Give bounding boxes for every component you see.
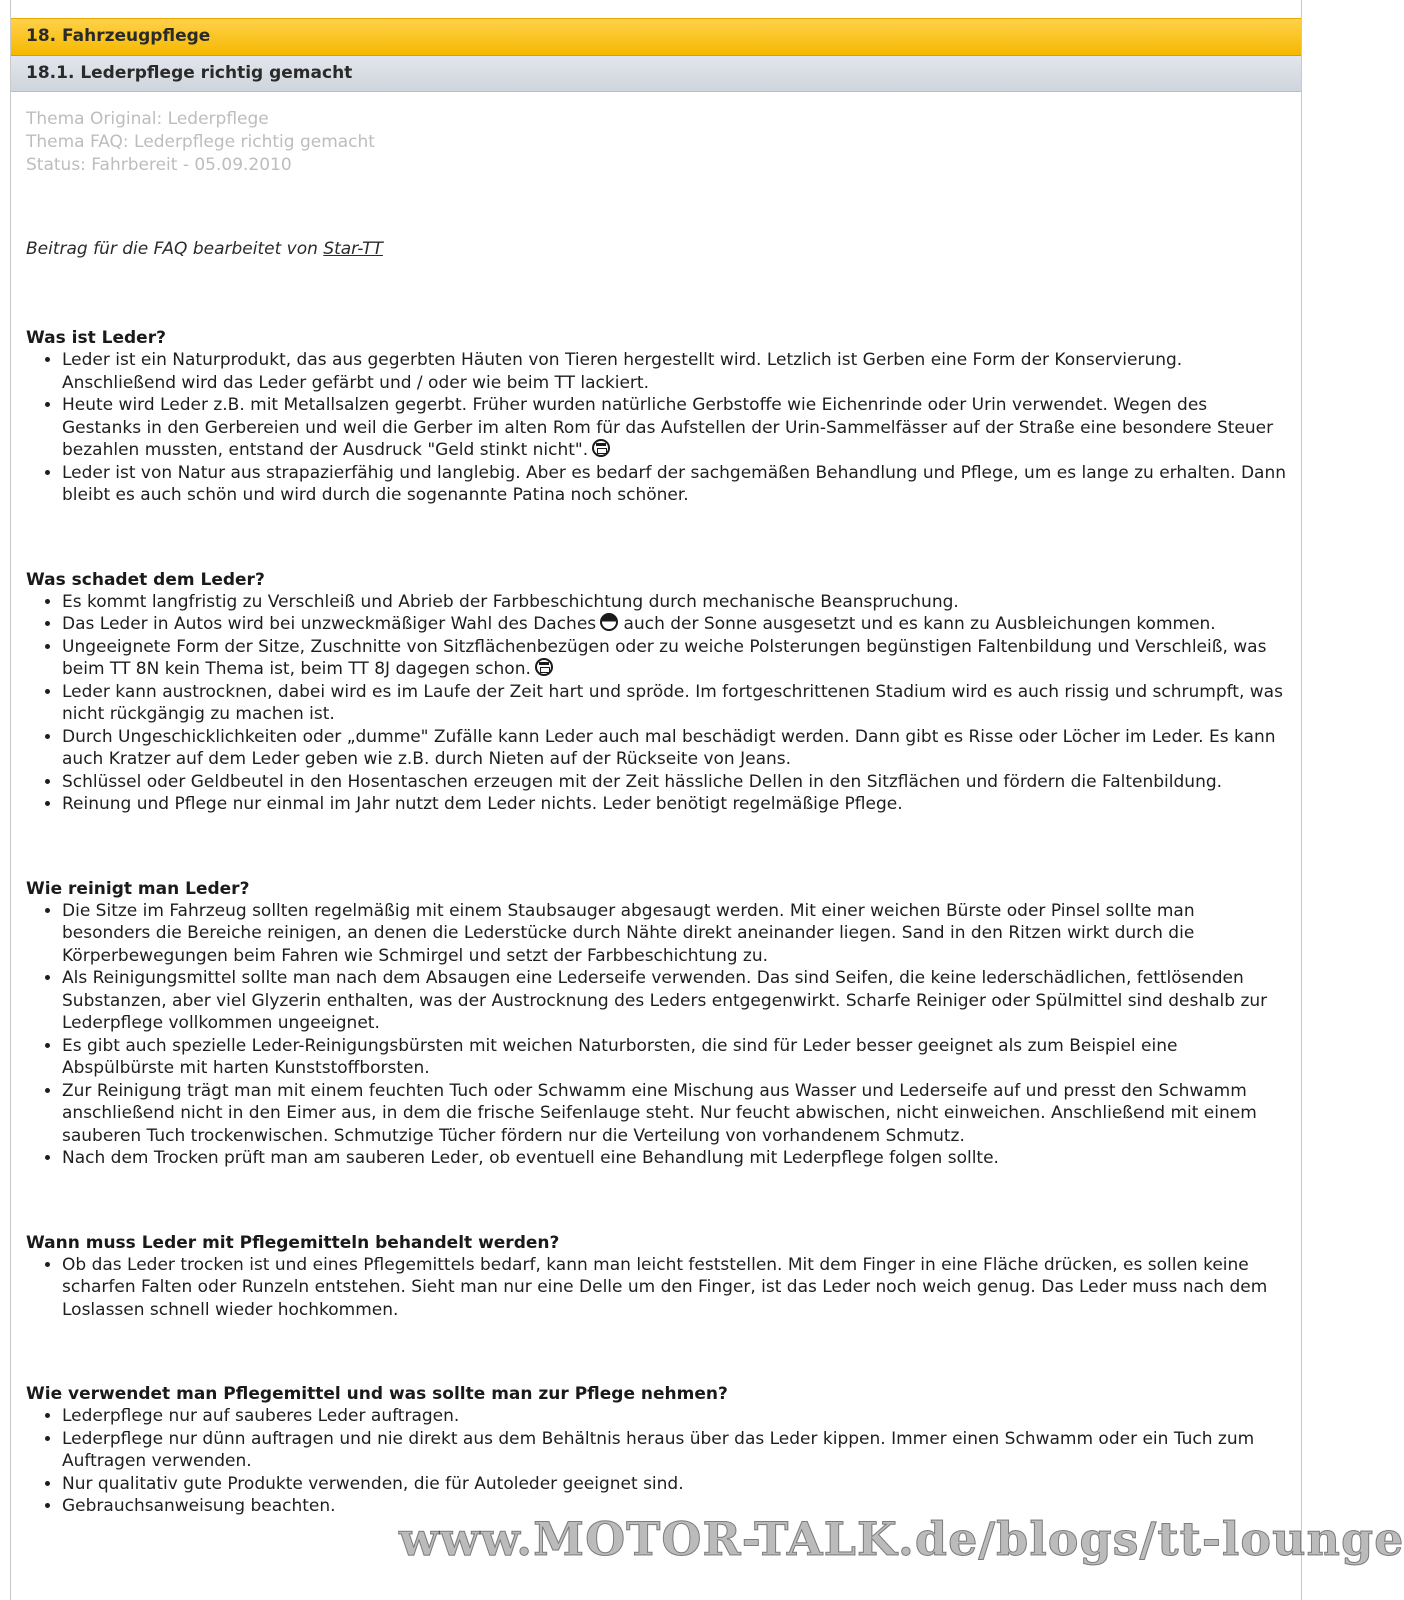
bullet-list: [26, 1405, 1287, 1518]
list-item-text: Lederpflege nur auf sauberes Leder auftragen.: [62, 1406, 460, 1426]
section-heading: Wie verwendet man Pflegemittel und was sollte man zur Pflege nehmen?: [26, 1384, 728, 1404]
list-item-text: Heute wird Leder z.B. mit Metallsalzen gegerbt. Früher wurden natürliche Gerbstoffe wie Eichenrinde oder Urin verwendet. Wegen des Gestanks in den Gerbereien und weil die Gerber im alten Rom für das Aufstellen der Urin-Sammelfässer auf der Straße eine besondere Steuer bezahlen mussten, entstand der Ausdruck "Geld stinkt nicht".: [62, 395, 1274, 460]
list-item: [62, 1147, 1287, 1170]
list-item-text: Gebrauchsanweisung beachten.: [62, 1496, 336, 1516]
faq-section: [26, 1383, 1287, 1518]
list-item-text: Zur Reinigung trägt man mit einem feuchten Tuch oder Schwamm eine Mischung aus Wasser und Lederseife auf und presst den Schwamm anschließend nicht in den Eimer aus, in dem die frische Seifenlauge steht. Nur feucht abwischen, nicht einweichen. Anschließend mit einem sauberen Tuch trockenwischen. Schmutzige Tücher fördern nur die Verteilung von vorhandenem Schmutz.: [62, 1080, 1257, 1146]
list-item-text: Das Leder in Autos wird bei unzweckmäßiger Wahl des Daches: [62, 614, 597, 634]
section-heading: Was schadet dem Leder?: [26, 569, 265, 590]
topic-meta: [26, 108, 1287, 177]
list-item-text: Es gibt auch spezielle Leder-Reinigungsbürsten mit weichen Naturborsten, die sind für Leder besser geeignet als zum Beispiel eine Abspülbürste mit harten Kunststoffborsten.: [62, 1035, 1178, 1078]
list-item: [62, 771, 1287, 794]
list-item: [62, 900, 1287, 968]
editor-line: [26, 239, 1287, 259]
list-item-text: Schlüssel oder Geldbeutel in den Hosentaschen erzeugen mit der Zeit hässliche Dellen in den Sitzflächen und fördern die Faltenbildung.: [62, 771, 1223, 792]
post-content: [11, 108, 1301, 1518]
list-item: [62, 636, 1287, 681]
faq-panel: [10, 0, 1404, 1600]
author-link[interactable]: Star-TT: [323, 239, 383, 259]
list-item: [62, 1080, 1287, 1148]
list-item: [62, 681, 1287, 726]
meta-status: Status: Fahrbereit - 05.09.2010: [26, 155, 292, 175]
list-item: [62, 462, 1287, 507]
list-item: [62, 613, 1287, 636]
watermark: www.MOTOR-TALK.de/blogs/tt-lounge: [399, 1512, 1404, 1566]
list-item: [62, 394, 1287, 462]
smiley-grin-icon: [535, 658, 553, 676]
bullet-list: [26, 349, 1287, 507]
list-item-text: Leder kann austrocknen, dabei wird es im Laufe der Zeit hart und spröde. Im fortgeschrittenen Stadium wird es auch rissig und schrumpft, was nicht rückgängig zu machen ist.: [62, 681, 1283, 724]
list-item-text: Durch Ungeschicklichkeiten oder „dumme" Zufälle kann Leder auch mal beschädigt werden. Dann gibt es Risse oder Löcher im Leder. Es kann auch Kratzer auf dem Leder geben wie z.B. durch Nieten auf der Rückseite von Jeans.: [62, 726, 1276, 769]
smiley-grin-icon: [592, 439, 610, 457]
section-heading: Wann muss Leder mit Pflegemitteln behandelt werden?: [26, 1232, 560, 1253]
list-item: [62, 1495, 1287, 1518]
faq-section: [26, 878, 1287, 1170]
list-item: [62, 591, 1287, 614]
list-item: [62, 1428, 1287, 1473]
list-item-text: auch der Sonne ausgesetzt und es kann zu Ausbleichungen kommen.: [618, 614, 1216, 634]
list-item-text: Ungeeignete Form der Sitze, Zuschnitte von Sitzflächenbezügen oder zu weiche Polsterungen begünstigen Faltenbildung und Verschleiß, was beim TT 8N kein Thema ist, beim TT 8J dagegen schon.: [62, 636, 1267, 679]
faq-section: [26, 1232, 1287, 1322]
list-item-text: Lederpflege nur dünn auftragen und nie direkt aus dem Behältnis heraus über das Leder kippen. Immer einen Schwamm oder ein Tuch zum Auftragen verwenden.: [62, 1428, 1255, 1471]
list-item: [62, 1405, 1287, 1428]
section-heading: Was ist Leder?: [26, 328, 166, 348]
list-item: [62, 967, 1287, 1035]
list-item: [62, 726, 1287, 771]
list-item: [62, 1035, 1287, 1080]
list-item: [62, 1473, 1287, 1496]
smiley-roll-icon: [600, 613, 618, 631]
faq-sections: [26, 327, 1287, 1518]
list-item-text: Als Reinigungsmittel sollte man nach dem Absaugen eine Lederseife verwenden. Das sind Seifen, die keine lederschädlichen, fettlösenden Substanzen, aber viel Glyzerin enthalten, was der Austrocknung des Leders entgegenwirkt. Scharfe Reiniger oder Spülmittel sind deshalb zur Lederpflege vollkommen ungeeignet.: [62, 968, 1268, 1033]
bullet-list: [26, 900, 1287, 1170]
list-item-text: Nur qualitativ gute Produkte verwenden, die für Autoleder geeignet sind.: [62, 1473, 684, 1494]
bullet-list: [26, 591, 1287, 816]
bullet-list: [26, 1254, 1287, 1322]
meta-original: Thema Original: Lederpflege: [26, 109, 269, 129]
list-item: [62, 349, 1287, 394]
list-item-text: Ob das Leder trocken ist und eines Pflegemittels bedarf, kann man leicht feststellen. Mit dem Finger in eine Fläche drücken, es sollen keine scharfen Falten oder Runzeln entstehen. Sieht man nur eine Delle um den Finger, ist das Leder noch weich genug. Das Leder muss nach dem Loslassen schnell wieder hochkommen.: [62, 1254, 1268, 1320]
subsection-header: 18.1. Lederpflege richtig gemacht: [11, 56, 1301, 92]
list-item-text: Leder ist ein Naturprodukt, das aus gegerbten Häuten von Tieren hergestellt wird. Letzlich ist Gerben eine Form der Konservierung. Anschließend wird das Leder gefärbt und / oder wie beim TT lackiert.: [62, 350, 1183, 393]
list-item: [62, 1254, 1287, 1322]
faq-section: [26, 327, 1287, 507]
section-header: 18. Fahrzeugpflege: [11, 18, 1301, 56]
section-heading: Wie reinigt man Leder?: [26, 878, 250, 899]
list-item: [62, 793, 1287, 816]
editor-prefix: Beitrag für die FAQ bearbeitet von: [26, 239, 324, 259]
list-item-text: Reinung und Pflege nur einmal im Jahr nutzt dem Leder nichts. Leder benötigt regelmäßige Pflege.: [62, 794, 903, 814]
list-item-text: Es kommt langfristig zu Verschleiß und Abrieb der Farbbeschichtung durch mechanische Beanspruchung.: [62, 591, 959, 612]
list-item-text: Die Sitze im Fahrzeug sollten regelmäßig mit einem Staubsauger abgesaugt werden. Mit einer weichen Bürste oder Pinsel sollte man besonders die Bereiche reinigen, an denen die Lederstücke durch Nähte direkt aneinander liegen. Sand in den Ritzen wirkt durch die Körperbewegungen beim Fahren wie Schmirgel und setzt der Farbbeschichtung zu.: [62, 900, 1195, 966]
meta-faq: Thema FAQ: Lederpflege richtig gemacht: [26, 132, 375, 152]
list-item-text: Leder ist von Natur aus strapazierfähig und langlebig. Aber es bedarf der sachgemäßen Behandlung und Pflege, um es lange zu erhalten. Dann bleibt es auch schön und wird durch die sogenannte Patina noch schöner.: [62, 462, 1287, 505]
list-item-text: Nach dem Trocken prüft man am sauberen Leder, ob eventuell eine Behandlung mit Lederpflege folgen sollte.: [62, 1148, 999, 1168]
faq-section: [26, 569, 1287, 816]
